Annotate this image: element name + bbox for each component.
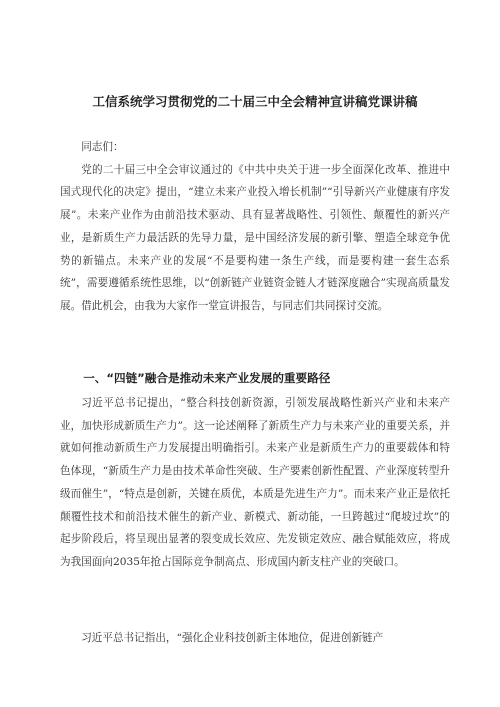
section-1-body-cont [60, 627, 450, 650]
section-1-body [60, 392, 450, 574]
section-1-paragraph-1: 习近平总书记提出，“整合科技创新资源，引领发展战略性新兴产业和未来产业，加快形成新质生产力”。这一论述阐释了新质生产力与未来产业的重要关系，并就如何推动新质生产力发展提出明确指引。未来产业是新质生产力的重要载体和特色体现，“新质生产力是由技术革命性突破、生产要素创新性配置、产业深度转型升级而催生”，“特点是创新，关键在质优，本质是先进生产力”。而未来产业正是依托颠覆性技术和前沿技术催生的新产业、新模式、新动能，一旦跨越过“爬坡过坎”的起步阶段后，将呈现出显著的裂变成长效应、先发锁定效应、融合赋能效应，将成为我国面向2035年抢占国际竞争制高点、形成国内新支柱产业的突破口。 [60, 397, 450, 568]
intro-paragraph: 党的二十届三中全会审议通过的《中共中央关于进一步全面深化改革、推进中国式现代化的决定》提出，“建立未来产业投入增长机制”“引导新兴产业健康有序发展”。未来产业作为由前沿技术驱动、具有显著战略性、引领性、颠覆性的新兴产业，是新质生产力最活跃的先导力量，是中国经济发展的新引擎、塑造全球竞争优势的新锚点。未来产业的发展“不是要构建一条生产线，而是要构建一套生态系统”，需要遵循系统性思维，以“创新链产业链资金链人才链深度融合”实现高质量发展。借此机会，由我为大家作一堂宣讲报告，与同志们共同探讨交流。 [60, 163, 450, 312]
salutation: 同志们： [81, 141, 124, 153]
section-1-paragraph-2: 习近平总书记指出，“强化企业科技创新主体地位，促进创新链产 [81, 632, 384, 644]
intro-block [60, 136, 450, 318]
document-title: 工信系统学习贯彻党的二十届三中全会精神宣讲稿党课讲稿 [92, 94, 418, 109]
section-heading-1: 一、“四链”融合是推动未来产业发展的重要路径 [83, 371, 331, 385]
